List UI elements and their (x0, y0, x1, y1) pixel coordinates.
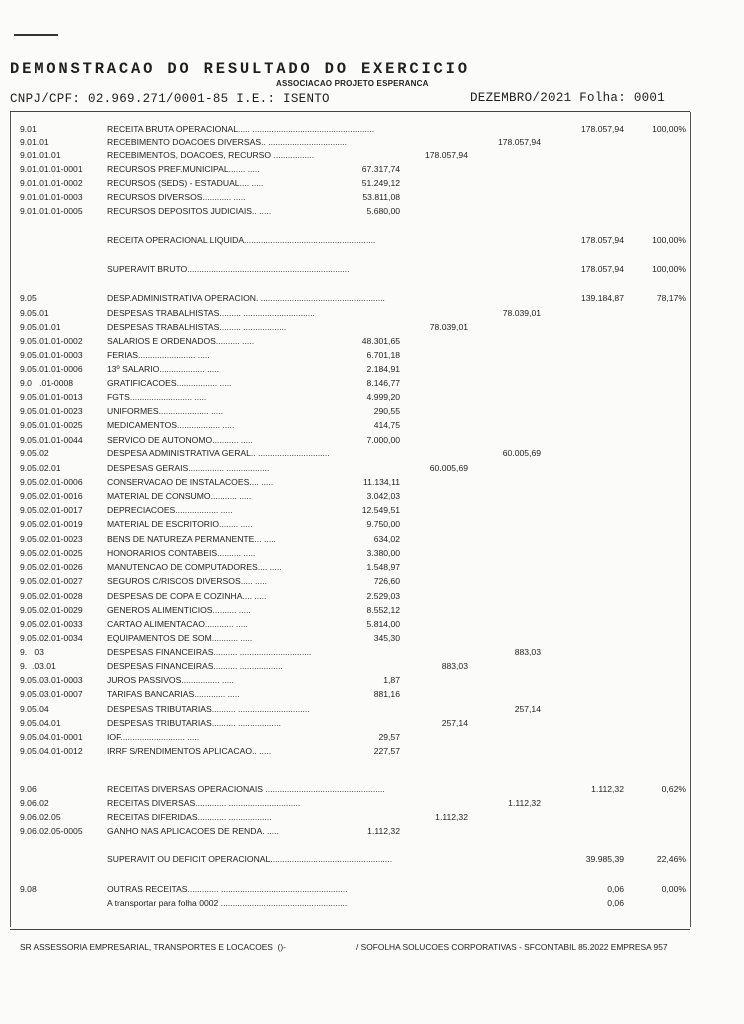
table-row (0, 191, 744, 203)
cell-desc: TARIFAS BANCARIAS............. ..... (107, 689, 240, 699)
cell-desc: DESPESAS FINANCEIRAS.......... .............................. (107, 647, 312, 657)
table-row (0, 703, 744, 715)
table-row (0, 419, 744, 431)
table-row (0, 363, 744, 375)
table-row (0, 590, 744, 602)
cell-desc: DESPESAS DE COPA E COZINHA.... ..... (107, 591, 267, 601)
cell-desc: RECEITA BRUTA OPERACIONAL..... ................................................... (107, 124, 375, 134)
cell-desc: DESPESAS TRIBUTARIAS.......... .................. (107, 718, 281, 728)
cell-v1: 6.701,18 (366, 350, 400, 360)
cell-desc: DEPRECIACOES.................. ..... (107, 505, 233, 515)
table-row (0, 897, 744, 909)
cell-desc: RECURSOS (SEDS) - ESTADUAL.... ..... (107, 178, 264, 188)
cell-v2: 60.005,69 (429, 463, 468, 473)
cell-v1: 48.301,65 (361, 336, 400, 346)
cell-v3: 60.005,69 (502, 448, 541, 458)
table-row (0, 853, 744, 865)
cell-code: 9.05.02.01-0028 (20, 591, 83, 601)
cell-v3: 883,03 (514, 647, 541, 657)
table-row (0, 811, 744, 823)
cell-desc: EQUIPAMENTOS DE SOM........... ..... (107, 633, 253, 643)
table-row (0, 632, 744, 644)
cell-desc: HONORARIOS CONTABEIS.......... ..... (107, 548, 256, 558)
footer-right: / SOFOLHA SOLUCOES CORPORATIVAS - SFCONTABIL 85.2022 EMPRESA 957 (356, 942, 668, 952)
cell-code: 9.05.04.01-0001 (20, 732, 83, 742)
cell-v1: 3.042,03 (366, 491, 400, 501)
cell-v1: 414,75 (373, 420, 400, 430)
cell-v4: 39.985,39 (585, 854, 624, 864)
cell-v1: 2.184,91 (366, 364, 400, 374)
table-row (0, 136, 744, 148)
cell-code: 9.01.01.01-0005 (20, 206, 83, 216)
table-row (0, 490, 744, 502)
cell-code: 9.01.01.01-0003 (20, 192, 83, 202)
cell-desc: SALARIOS E ORDENADOS.......... ..... (107, 336, 255, 346)
table-row (0, 462, 744, 474)
cell-code: 9. 03 (20, 647, 44, 657)
cell-v1: 1.112,32 (367, 826, 400, 836)
table-row (0, 504, 744, 516)
cell-code: 9.05.01.01-0002 (20, 336, 83, 346)
table-row (0, 717, 744, 729)
cell-v2: 178.057,94 (424, 150, 468, 160)
cell-code: 9.05.01 (20, 308, 49, 318)
cell-desc: BENS DE NATUREZA PERMANENTE... ..... (107, 534, 276, 544)
cell-v2: 257,14 (441, 718, 468, 728)
cell-pct: 0,00% (661, 884, 686, 894)
cell-v1: 3.380,00 (366, 548, 400, 558)
table-row (0, 447, 744, 459)
table-row (0, 518, 744, 530)
cell-desc: RECEITA OPERACIONAL LIQUIDA....................................................... (107, 235, 376, 245)
cell-pct: 78,17% (656, 293, 686, 303)
table-row (0, 476, 744, 488)
table-row (0, 618, 744, 630)
table-row (0, 646, 744, 658)
cell-v3: 178.057,94 (497, 137, 541, 147)
period-line: DEZEMBRO/2021 Folha: 0001 (470, 91, 666, 105)
table-row (0, 123, 744, 135)
cell-code: 9.05.02.01-0029 (20, 605, 83, 615)
cell-desc: CONSERVACAO DE INSTALACOES.... ..... (107, 477, 274, 487)
table-row (0, 783, 744, 795)
cell-code: 9.05.03.01-0007 (20, 689, 83, 699)
cell-desc: SERVICO DE AUTONOMO........... ..... (107, 435, 253, 445)
cell-desc: GRATIFICACOES................. ..... (107, 378, 232, 388)
cell-v1: 5.814,00 (366, 619, 400, 629)
table-row (0, 321, 744, 333)
cell-v1: 881,16 (373, 689, 400, 699)
cell-code: 9.0 .01-0008 (20, 378, 74, 388)
cell-code: 9. .03.01 (20, 661, 56, 671)
table-row (0, 163, 744, 175)
cell-code: 9.06.02.05-0005 (20, 826, 83, 836)
table-row (0, 797, 744, 809)
cell-desc: GENEROS ALIMENTICIOS.......... ..... (107, 605, 251, 615)
cell-desc: DESPESAS TRABALHISTAS......... .............................. (107, 308, 315, 318)
cell-v4: 178.057,94 (580, 124, 624, 134)
table-row (0, 177, 744, 189)
cell-code: 9.05.02.01-0026 (20, 562, 83, 572)
report-title: DEMONSTRACAO DO RESULTADO DO EXERCICIO (10, 60, 470, 78)
cell-desc: 13º SALARIO................... ..... (107, 364, 220, 374)
cnpj-line: CNPJ/CPF: 02.969.271/0001-85 I.E.: ISENTO (10, 92, 330, 106)
cell-code: 9.05.04.01 (20, 718, 61, 728)
cell-desc: RECEBIMENTOS, DOACOES, RECURSO ................. (107, 150, 315, 160)
cell-desc: IRRF S/RENDIMENTOS APLICACAO.. ..... (107, 746, 272, 756)
cell-code: 9.05.02 (20, 448, 49, 458)
cell-code: 9.01.01.01-0001 (20, 164, 83, 174)
table-row (0, 205, 744, 217)
table-row (0, 883, 744, 895)
cell-v4: 139.184,87 (580, 293, 624, 303)
cell-code: 9.05.02.01-0023 (20, 534, 83, 544)
table-row (0, 533, 744, 545)
table-row (0, 674, 744, 686)
table-row (0, 688, 744, 700)
cell-v1: 227,57 (373, 746, 400, 756)
cell-code: 9.05.01.01-0025 (20, 420, 83, 430)
cell-desc: RECEBIMENTO DOACOES DIVERSAS.. ................................. (107, 137, 348, 147)
cell-code: 9.05.01.01-0006 (20, 364, 83, 374)
cell-code: 9.05.02.01 (20, 463, 61, 473)
cell-code: 9.05.01.01 (20, 322, 61, 332)
cell-v3: 1.112,32 (508, 798, 541, 808)
cell-code: 9.01.01.01 (20, 150, 61, 160)
cell-code: 9.06 (20, 784, 37, 794)
cell-code: 9.01.01.01-0002 (20, 178, 83, 188)
cell-v2: 1.112,32 (435, 812, 468, 822)
cell-v1: 1.548,97 (366, 562, 400, 572)
cell-desc: JUROS PASSIVOS................ ..... (107, 675, 234, 685)
cell-desc: SUPERAVIT OU DEFICIT OPERACIONAL................................................... (107, 854, 393, 864)
cell-code: 9.05.02.01-0025 (20, 548, 83, 558)
cell-pct: 100,00% (652, 235, 686, 245)
cell-desc: A transportar para folha 0002 ..................................................... (107, 898, 348, 908)
cell-pct: 100,00% (652, 124, 686, 134)
cell-desc: DESPESAS FINANCEIRAS.......... .................. (107, 661, 283, 671)
cell-desc: SEGUROS C/RISCOS DIVERSOS..... ..... (107, 576, 267, 586)
table-row (0, 604, 744, 616)
cell-v4: 0,06 (607, 884, 624, 894)
cell-v3: 257,14 (514, 704, 541, 714)
cell-code: 9.05.01.01-0003 (20, 350, 83, 360)
table-row (0, 434, 744, 446)
cell-v1: 8.552,12 (366, 605, 400, 615)
cell-desc: MATERIAL DE ESCRITORIO........ ..... (107, 519, 253, 529)
cell-desc: IOF........................... ..... (107, 732, 200, 742)
table-row (0, 292, 744, 304)
table-row (0, 825, 744, 837)
footer-left: SR ASSESSORIA EMPRESARIAL, TRANSPORTES E LOCACOES ()- (20, 942, 286, 952)
cell-v2: 883,03 (441, 661, 468, 671)
cell-pct: 100,00% (652, 264, 686, 274)
table-row (0, 731, 744, 743)
cell-desc: UNIFORMES..................... ..... (107, 406, 224, 416)
cell-code: 9.01.01 (20, 137, 49, 147)
cell-desc: MATERIAL DE CONSUMO........... ..... (107, 491, 252, 501)
cell-v2: 78.039,01 (429, 322, 468, 332)
cell-v1: 634,02 (373, 534, 400, 544)
cell-v4: 178.057,94 (580, 235, 624, 245)
cell-v1: 29,57 (378, 732, 400, 742)
cell-desc: RECEITAS DIFERIDAS............ .................. (107, 812, 272, 822)
table-row (0, 349, 744, 361)
table-row (0, 263, 744, 275)
organization-name: ASSOCIACAO PROJETO ESPERANCA (276, 79, 429, 88)
cell-desc: DESPESAS GERAIS............... .................. (107, 463, 270, 473)
cell-v4: 1.112,32 (591, 784, 624, 794)
cell-pct: 22,46% (656, 854, 686, 864)
table-row (0, 547, 744, 559)
cell-desc: GANHO NAS APLICACOES DE RENDA. ..... (107, 826, 279, 836)
cell-code: 9.05.02.01-0016 (20, 491, 83, 501)
cell-code: 9.05.02.01-0006 (20, 477, 83, 487)
table-row (0, 561, 744, 573)
cell-v1: 5.680,00 (366, 206, 400, 216)
cell-code: 9.05.02.01-0017 (20, 505, 83, 515)
cell-desc: RECEITAS DIVERSAS............. .............................. (107, 798, 301, 808)
cell-code: 9.05 (20, 293, 37, 303)
cell-code: 9.05.04 (20, 704, 49, 714)
table-row (0, 149, 744, 161)
cell-code: 9.05.02.01-0019 (20, 519, 83, 529)
cell-pct: 0,62% (661, 784, 686, 794)
cell-v1: 7.000,00 (366, 435, 400, 445)
cell-v1: 8.146,77 (366, 378, 400, 388)
table-row (0, 234, 744, 246)
table-row (0, 745, 744, 757)
cell-v1: 12.549,51 (361, 505, 400, 515)
table-row (0, 377, 744, 389)
cell-desc: DESPESA ADMINISTRATIVA GERAL.. .............................. (107, 448, 330, 458)
cell-desc: MANUTENCAO DE COMPUTADORES.... ..... (107, 562, 282, 572)
cell-desc: DESPESAS TRIBUTARIAS.......... .............................. (107, 704, 310, 714)
cell-code: 9.05.02.01-0033 (20, 619, 83, 629)
cell-code: 9.01 (20, 124, 37, 134)
cell-desc: DESPESAS TRABALHISTAS......... .................. (107, 322, 287, 332)
table-row (0, 391, 744, 403)
cell-code: 9.05.02.01-0034 (20, 633, 83, 643)
cell-v1: 53.811,08 (362, 192, 400, 202)
table-row (0, 307, 744, 319)
cell-desc: RECURSOS DIVERSOS............ ..... (107, 192, 246, 202)
cell-desc: FERIAS........................ ..... (107, 350, 210, 360)
cell-v1: 1,87 (383, 675, 400, 685)
cell-code: 9.05.01.01-0023 (20, 406, 83, 416)
scan-mark (14, 34, 58, 36)
cell-desc: RECURSOS DEPOSITOS JUDICIAIS.. ..... (107, 206, 272, 216)
cell-v1: 290,55 (373, 406, 400, 416)
cell-v1: 67.317,74 (361, 164, 400, 174)
cell-desc: RECEITAS DIVERSAS OPERACIONAIS .................................................. (107, 784, 385, 794)
cell-v1: 726,60 (373, 576, 400, 586)
table-row (0, 575, 744, 587)
cell-desc: CARTAO ALIMENTACAO............ ..... (107, 619, 248, 629)
cell-v1: 345,30 (373, 633, 400, 643)
cell-v3: 78.039,01 (502, 308, 541, 318)
cell-desc: RECURSOS PREF.MUNICIPAL....... ..... (107, 164, 260, 174)
cell-desc: DESP.ADMINISTRATIVA OPERACION. .................................................... (107, 293, 385, 303)
cell-v1: 51.249,12 (361, 178, 400, 188)
cell-desc: MEDICAMENTOS.................. ..... (107, 420, 235, 430)
table-row (0, 660, 744, 672)
cell-v1: 9.750,00 (366, 519, 400, 529)
table-row (0, 405, 744, 417)
cell-code: 9.06.02 (20, 798, 49, 808)
cell-v4: 0,06 (607, 898, 624, 908)
header-rule (10, 111, 690, 112)
cell-v1: 2.529,03 (366, 591, 400, 601)
cell-v1: 4.999,20 (366, 392, 400, 402)
cell-code: 9.05.04.01-0012 (20, 746, 83, 756)
cell-code: 9.05.03.01-0003 (20, 675, 83, 685)
cell-v4: 178.057,94 (580, 264, 624, 274)
cell-desc: FGTS.......................... ..... (107, 392, 207, 402)
cell-code: 9.08 (20, 884, 37, 894)
cell-code: 9.05.01.01-0044 (20, 435, 83, 445)
cell-code: 9.06.02.05 (20, 812, 61, 822)
footer-rule (10, 929, 690, 930)
cell-code: 9.05.01.01-0013 (20, 392, 83, 402)
cell-code: 9.05.02.01-0027 (20, 576, 83, 586)
cell-desc: SUPERAVIT BRUTO.................................................................... (107, 264, 350, 274)
cell-v1: 11.134,11 (363, 477, 400, 487)
table-row (0, 335, 744, 347)
cell-desc: OUTRAS RECEITAS............. ..................................................... (107, 884, 348, 894)
